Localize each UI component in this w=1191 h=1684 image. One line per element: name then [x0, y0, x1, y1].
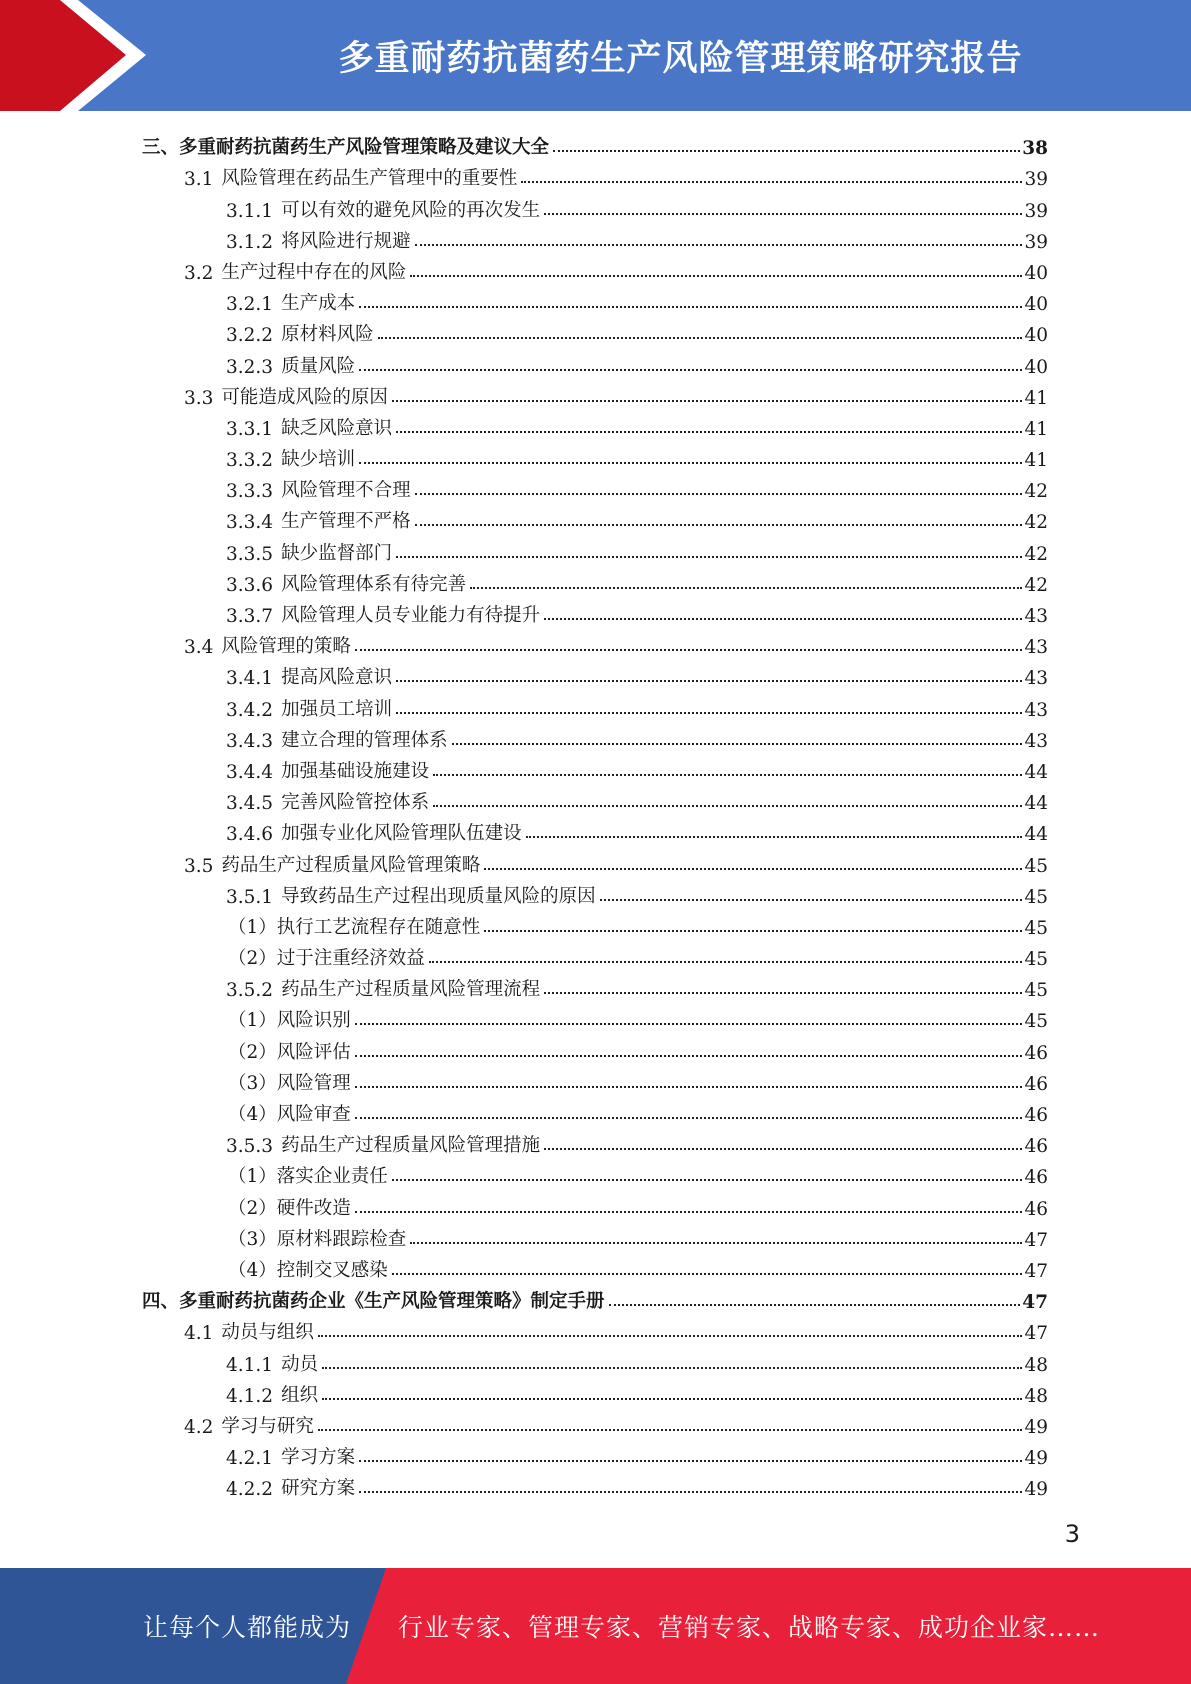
toc-entry[interactable]: [142, 253, 1048, 284]
toc-entry-title: （1）风险识别: [228, 1010, 351, 1032]
toc-dot-leader: [484, 867, 1022, 870]
toc-dot-leader: [355, 648, 1023, 651]
toc-entry-page: 40: [1024, 294, 1048, 316]
toc-dot-leader: [359, 1490, 1022, 1493]
toc-entry[interactable]: [142, 814, 1048, 845]
toc-dot-leader: [415, 492, 1023, 495]
toc-dot-leader: [544, 991, 1022, 994]
toc-entry-title: 生产成本: [281, 293, 356, 315]
toc-dot-leader: [318, 1428, 1023, 1431]
toc-entry-page: 43: [1024, 637, 1048, 659]
toc-entry-number: 4.1.1: [226, 1354, 274, 1376]
toc-entry-number: 3.3.4: [226, 512, 274, 534]
toc-entry-page: 48: [1024, 1385, 1048, 1407]
toc-entry-page: 45: [1024, 949, 1048, 971]
table-of-contents: [142, 128, 1048, 1500]
toc-entry[interactable]: [142, 658, 1048, 689]
toc-entry-page: 48: [1024, 1354, 1048, 1376]
toc-entry-number: 4.2.1: [226, 1448, 274, 1470]
toc-entry-title: 加强专业化风险管理队伍建设: [281, 823, 522, 845]
toc-entry-title: 药品生产过程质量风险管理策略: [221, 854, 481, 876]
toc-entry-page: 47: [1022, 1292, 1048, 1314]
toc-entry-page: 45: [1024, 855, 1048, 877]
toc-entry-page: 47: [1024, 1323, 1048, 1345]
toc-entry[interactable]: [142, 315, 1048, 346]
toc-entry[interactable]: [142, 1220, 1048, 1251]
toc-entry-page: 40: [1024, 356, 1048, 378]
toc-entry-title: （3）风险管理: [228, 1072, 351, 1094]
toc-entry-number: 3.3.7: [226, 606, 274, 627]
report-title: 多重耐药抗菌药生产风险管理策略研究报告: [338, 38, 1023, 79]
toc-entry-number: 3.4.5: [226, 793, 274, 815]
toc-dot-leader: [429, 960, 1023, 963]
toc-entry-title: 导致药品生产过程出现质量风险的原因: [281, 885, 596, 907]
toc-entry-page: 41: [1024, 418, 1048, 440]
toc-entry-title: 药品生产过程质量风险管理措施: [281, 1135, 541, 1157]
toc-entry-title: （4）控制交叉感染: [228, 1259, 388, 1281]
toc-dot-leader: [609, 1303, 1021, 1306]
toc-entry-page: 45: [1024, 1011, 1048, 1033]
toc-entry-title: 动员: [281, 1353, 319, 1375]
toc-entry-title: 将风险进行规避: [281, 230, 411, 252]
toc-entry-page: 44: [1024, 761, 1048, 783]
toc-dot-leader: [484, 929, 1022, 932]
toc-entry[interactable]: [142, 159, 1048, 190]
page-number: 3: [1064, 1520, 1080, 1548]
toc-entry-number: 3.3.5: [226, 543, 274, 565]
toc-entry-number: 3.3.1: [226, 418, 274, 440]
toc-entry-page: 40: [1024, 262, 1048, 284]
toc-entry-number: 3.4.1: [226, 668, 274, 690]
toc-entry-title: 缺少培训: [281, 449, 356, 471]
toc-entry-title: （2）硬件改造: [228, 1197, 351, 1219]
toc-entry-page: 43: [1024, 699, 1048, 721]
toc-dot-leader: [359, 1459, 1022, 1462]
toc-entry-title: 原材料风险: [281, 324, 374, 346]
toc-entry-page: 43: [1024, 606, 1048, 627]
toc-entry[interactable]: [142, 1001, 1048, 1032]
toc-dot-leader: [322, 1397, 1022, 1400]
toc-entry-number: 3.1.1: [226, 200, 274, 222]
toc-entry[interactable]: [142, 409, 1048, 440]
toc-entry-page: 46: [1024, 1136, 1048, 1158]
toc-entry-page: 47: [1024, 1229, 1048, 1251]
toc-entry-number: 3.5.3: [226, 1136, 274, 1158]
toc-dot-leader: [553, 149, 1020, 152]
toc-entry-page: 46: [1024, 1042, 1048, 1064]
toc-entry-title: 四、多重耐药抗菌药企业《生产风险管理策略》制定手册: [142, 1291, 605, 1313]
toc-entry-page: 45: [1024, 886, 1048, 908]
toc-entry-title: 风险管理不合理: [281, 480, 411, 502]
toc-dot-leader: [600, 898, 1023, 901]
toc-entry[interactable]: [142, 1469, 1048, 1500]
toc-entry-title: 研究方案: [281, 1478, 356, 1500]
toc-entry-title: 风险管理体系有待完善: [281, 573, 467, 595]
toc-entry-title: （2）风险评估: [228, 1041, 351, 1063]
toc-entry[interactable]: [142, 1376, 1048, 1407]
toc-entry[interactable]: [142, 721, 1048, 752]
toc-entry-number: 3.3.2: [226, 450, 274, 472]
toc-dot-leader: [410, 1241, 1022, 1244]
toc-entry[interactable]: [142, 1188, 1048, 1219]
toc-entry-number: 3.4.6: [226, 824, 274, 846]
header-chevron-decoration: [0, 0, 170, 111]
toc-entry[interactable]: [142, 596, 1048, 627]
toc-entry-page: 41: [1024, 450, 1048, 472]
toc-entry[interactable]: [142, 440, 1048, 471]
toc-entry-title: 缺乏风险意识: [281, 417, 393, 439]
toc-entry-page: 44: [1024, 793, 1048, 815]
toc-entry[interactable]: [142, 1313, 1048, 1344]
toc-dot-leader: [544, 617, 1022, 620]
toc-entry-number: 3.2.1: [226, 294, 274, 316]
toc-entry-page: 39: [1024, 231, 1048, 253]
toc-entry-page: 42: [1024, 543, 1048, 565]
toc-entry[interactable]: [142, 1095, 1048, 1126]
toc-entry-number: 3.3: [184, 387, 214, 409]
toc-entry-title: （1）执行工艺流程存在随意性: [228, 916, 481, 938]
toc-dot-leader: [544, 1147, 1022, 1150]
toc-dot-leader: [396, 555, 1022, 558]
toc-entry-number: 3.1: [184, 169, 214, 191]
toc-entry-title: 可以有效的避免风险的再次发生: [281, 199, 541, 221]
toc-dot-leader: [433, 804, 1022, 807]
page-header: [0, 0, 1191, 111]
toc-entry-page: 46: [1024, 1167, 1048, 1189]
toc-dot-leader: [378, 336, 1023, 339]
toc-entry[interactable]: [142, 627, 1048, 658]
toc-entry[interactable]: [142, 752, 1048, 783]
toc-entry-page: 42: [1024, 574, 1048, 596]
toc-entry-number: 3.4: [184, 637, 214, 659]
toc-dot-leader: [396, 711, 1022, 714]
toc-dot-leader: [318, 1334, 1023, 1337]
toc-dot-leader: [359, 461, 1022, 464]
toc-entry-number: 4.1: [184, 1323, 214, 1345]
toc-entry-page: 46: [1024, 1198, 1048, 1220]
toc-entry[interactable]: [142, 877, 1048, 908]
toc-dot-leader: [392, 1178, 1023, 1181]
toc-entry[interactable]: [142, 908, 1048, 939]
toc-entry-page: 42: [1024, 481, 1048, 503]
toc-entry-title: 风险管理在药品生产管理中的重要性: [221, 168, 518, 190]
toc-entry-page: 49: [1024, 1448, 1048, 1470]
footer-slogan-right: 行业专家、管理专家、营销专家、战略专家、成功企业家……: [398, 1613, 1101, 1642]
toc-entry-page: 40: [1024, 325, 1048, 347]
toc-entry-title: 风险管理人员专业能力有待提升: [281, 605, 541, 626]
toc-entry[interactable]: [142, 1032, 1048, 1063]
toc-dot-leader: [470, 586, 1022, 589]
toc-dot-leader: [355, 1022, 1023, 1025]
toc-entry-page: 45: [1024, 917, 1048, 939]
toc-entry-title: 药品生产过程质量风险管理流程: [281, 979, 541, 1001]
toc-entry-number: 4.2.2: [226, 1479, 274, 1501]
toc-entry-page: 46: [1024, 1105, 1048, 1126]
toc-entry-page: 49: [1024, 1479, 1048, 1501]
toc-dot-leader: [396, 679, 1022, 682]
toc-entry-number: 3.2.2: [226, 325, 274, 347]
toc-entry[interactable]: [142, 783, 1048, 814]
toc-entry[interactable]: [142, 128, 1048, 159]
footer-slogan-left: 让每个人都能成为: [143, 1613, 352, 1642]
toc-entry[interactable]: [142, 502, 1048, 533]
toc-entry[interactable]: [142, 346, 1048, 377]
toc-dot-leader: [521, 180, 1022, 183]
toc-entry-title: 完善风险管控体系: [281, 792, 430, 814]
toc-dot-leader: [355, 1054, 1023, 1057]
toc-entry-page: 39: [1024, 169, 1048, 191]
toc-dot-leader: [355, 1210, 1023, 1213]
toc-dot-leader: [452, 742, 1023, 745]
toc-entry-page: 41: [1024, 387, 1048, 409]
toc-entry[interactable]: [142, 1438, 1048, 1469]
toc-entry-title: （1）落实企业责任: [228, 1166, 388, 1188]
toc-entry-title: 学习与研究: [221, 1415, 314, 1437]
toc-entry-number: 3.5.2: [226, 980, 274, 1002]
toc-dot-leader: [396, 430, 1022, 433]
toc-dot-leader: [355, 1085, 1023, 1088]
toc-entry-title: （3）原材料跟踪检查: [228, 1228, 407, 1250]
toc-entry[interactable]: [142, 565, 1048, 596]
toc-entry-page: 43: [1024, 730, 1048, 752]
toc-entry-title: （2）过于注重经济效益: [228, 948, 425, 970]
toc-entry[interactable]: [142, 378, 1048, 409]
toc-entry-title: 生产过程中存在的风险: [221, 261, 407, 283]
toc-entry-number: 3.3.3: [226, 481, 274, 503]
toc-entry-title: 生产管理不严格: [281, 511, 411, 533]
toc-entry-page: 47: [1024, 1260, 1048, 1282]
toc-entry-number: 4.2: [184, 1416, 214, 1438]
toc-entry[interactable]: [142, 1126, 1048, 1157]
toc-dot-leader: [415, 243, 1023, 246]
toc-entry[interactable]: [142, 1251, 1048, 1282]
toc-entry-number: 3.5.1: [226, 886, 274, 908]
toc-entry[interactable]: [142, 222, 1048, 253]
toc-entry-number: 3.4.4: [226, 761, 274, 783]
toc-entry-page: 39: [1024, 200, 1048, 222]
toc-entry-title: 加强基础设施建设: [281, 760, 430, 782]
toc-entry[interactable]: [142, 533, 1048, 564]
toc-dot-leader: [433, 773, 1022, 776]
toc-entry-page: 42: [1024, 512, 1048, 534]
toc-entry[interactable]: [142, 190, 1048, 221]
page-footer: [0, 1568, 1191, 1684]
toc-entry-number: 3.4.3: [226, 730, 274, 752]
toc-entry-title: 风险管理的策略: [221, 636, 351, 658]
toc-entry[interactable]: [142, 1344, 1048, 1375]
toc-dot-leader: [359, 368, 1022, 371]
toc-entry-title: 动员与组织: [221, 1322, 314, 1344]
toc-entry-page: 49: [1024, 1416, 1048, 1438]
toc-entry[interactable]: [142, 1282, 1048, 1313]
toc-entry[interactable]: [142, 845, 1048, 876]
toc-entry-page: 45: [1024, 980, 1048, 1002]
toc-entry-page: 38: [1022, 138, 1048, 160]
toc-entry[interactable]: [142, 689, 1048, 720]
toc-dot-leader: [355, 1116, 1023, 1119]
toc-entry[interactable]: [142, 1064, 1048, 1095]
toc-dot-leader: [410, 274, 1022, 277]
toc-entry-title: 可能造成风险的原因: [221, 386, 388, 408]
toc-dot-leader: [415, 523, 1023, 526]
toc-dot-leader: [526, 835, 1023, 838]
toc-entry-number: 3.4.2: [226, 699, 274, 721]
toc-entry-number: 3.5: [184, 855, 214, 877]
toc-entry-title: 三、多重耐药抗菌药生产风险管理策略及建议大全: [142, 137, 550, 159]
toc-entry-page: 43: [1024, 668, 1048, 690]
toc-entry-title: 组织: [281, 1384, 319, 1406]
toc-entry-title: 提高风险意识: [281, 667, 393, 689]
toc-entry-number: 3.3.6: [226, 574, 274, 596]
toc-entry[interactable]: [142, 970, 1048, 1001]
toc-dot-leader: [359, 305, 1022, 308]
toc-entry[interactable]: [142, 471, 1048, 502]
toc-entry-number: 4.1.2: [226, 1385, 274, 1407]
toc-entry[interactable]: [142, 1407, 1048, 1438]
toc-dot-leader: [544, 212, 1022, 215]
toc-entry-title: 缺少监督部门: [281, 542, 393, 564]
toc-entry-number: 3.1.2: [226, 231, 274, 253]
toc-dot-leader: [392, 1272, 1023, 1275]
toc-entry-title: （4）风险审查: [228, 1104, 351, 1125]
toc-entry[interactable]: [142, 1157, 1048, 1188]
toc-entry[interactable]: [142, 939, 1048, 970]
toc-entry-title: 学习方案: [281, 1447, 356, 1469]
toc-entry-number: 3.2.3: [226, 356, 274, 378]
toc-entry-number: 3.2: [184, 262, 214, 284]
toc-entry-page: 44: [1024, 824, 1048, 846]
toc-entry[interactable]: [142, 284, 1048, 315]
toc-entry-page: 46: [1024, 1073, 1048, 1095]
toc-entry-title: 加强员工培训: [281, 698, 393, 720]
toc-dot-leader: [392, 399, 1023, 402]
toc-entry-title: 建立合理的管理体系: [281, 729, 448, 751]
toc-entry-title: 质量风险: [281, 355, 356, 377]
toc-dot-leader: [322, 1366, 1022, 1369]
